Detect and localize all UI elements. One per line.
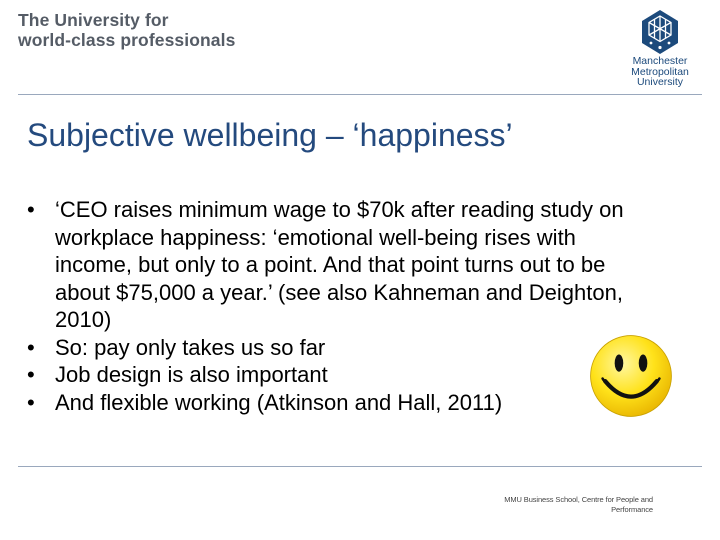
bullet-item [27,196,637,334]
slide-title: Subjective wellbeing – ‘happiness’ [27,117,513,153]
bullet-text: So: pay only takes us so far [55,334,326,360]
footer-credit [480,495,653,515]
header-divider [18,94,702,95]
bullet-marker: • [27,362,35,387]
logo-line-3: University [636,76,684,88]
bullet-marker: • [27,334,35,360]
bullet-marker: • [27,197,35,222]
bullet-text: And flexible working (Atkinson and Hall, 2011) [55,389,503,415]
logo-line-1: Manchester [632,55,688,67]
footer-line-2: Performance [611,505,653,514]
bullet-item [27,389,637,417]
university-tagline [18,10,235,50]
footer-divider [18,466,702,467]
bullet-list [27,196,637,416]
logo-wordmark [626,56,694,88]
bullet-text: ‘CEO raises minimum wage to $70k after reading study on workplace happiness: ‘emotional well-being rises with income, but only to a point. And that point turns out to be about $75,000 a year.’ (see also Kahneman and Deighton, 2010) [55,197,624,332]
bullet-text: Job design is also important [55,362,328,387]
bullet-marker: • [27,389,35,415]
tagline-line-1: The University for [18,10,169,30]
bullet-item [27,334,637,362]
logo-line-2: Metropolitan [631,65,689,78]
smiley-face-icon [588,333,674,419]
tagline-line-2: world-class professionals [18,30,236,50]
university-logo [626,10,694,88]
mmu-hexagon-logo-icon [640,10,680,54]
footer-line-1: MMU Business School, Centre for People and [504,495,653,504]
bullet-item [27,361,637,389]
